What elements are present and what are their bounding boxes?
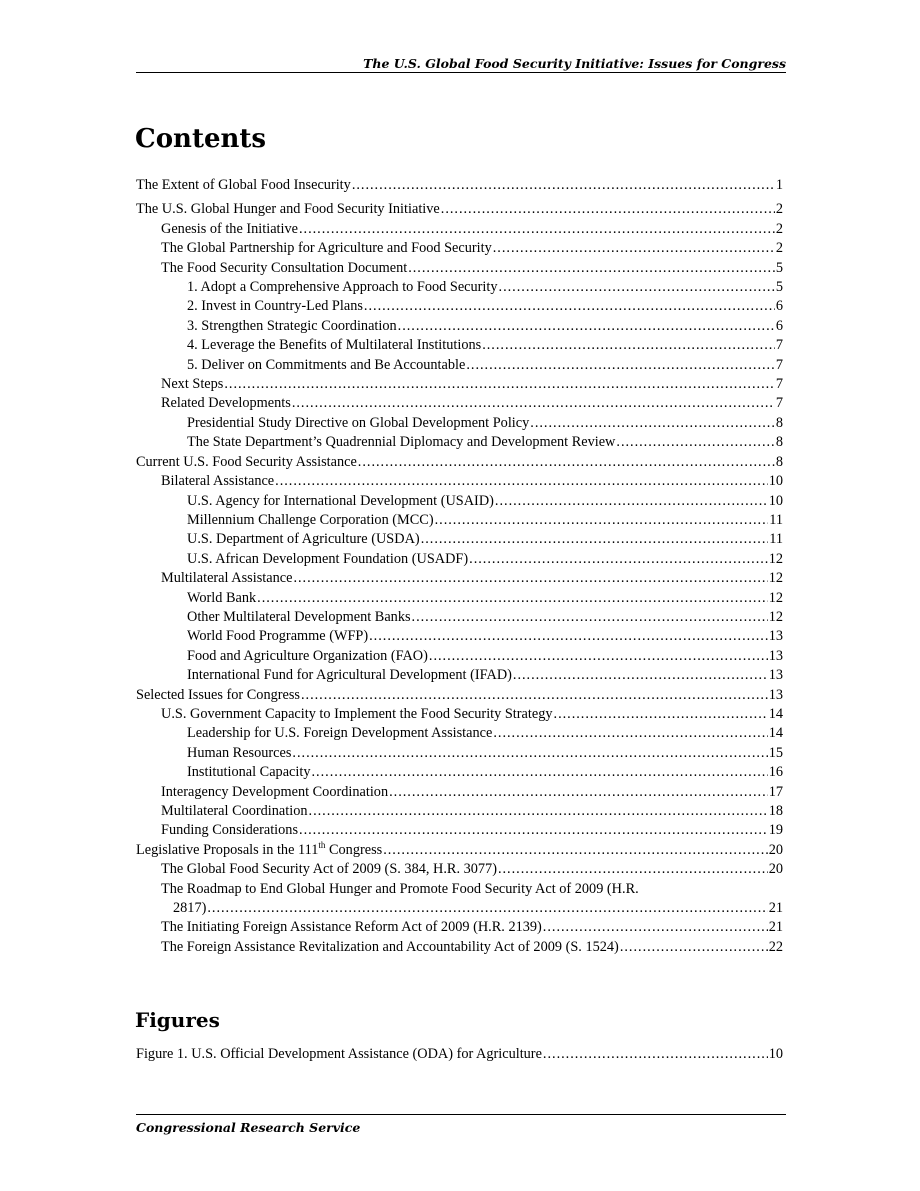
figure-entry[interactable]: [136, 1045, 783, 1064]
dot-leader: [389, 783, 768, 802]
toc-entry-title: Interagency Development Coordination: [161, 783, 389, 800]
toc-page-number: 10: [768, 473, 783, 490]
toc-page-number: 19: [768, 822, 783, 839]
dot-leader: [364, 297, 775, 316]
toc-entry-title-cont: 2817): [173, 900, 207, 917]
toc-entry-title: International Fund for Agricultural Development (IFAD): [187, 667, 512, 684]
toc-page-number: 2: [775, 201, 783, 218]
dot-leader: [441, 200, 775, 219]
dot-leader: [620, 938, 768, 957]
toc-page-number: 12: [768, 589, 783, 606]
toc-entry[interactable]: [136, 356, 783, 375]
toc-entry-title: The Roadmap to End Global Hunger and Promote Food Security Act of 2009 (H.R.: [161, 880, 639, 897]
toc-page-number: 17: [768, 783, 783, 800]
toc-page-number: 14: [768, 705, 783, 722]
toc-entry[interactable]: [136, 336, 783, 355]
dot-leader: [493, 239, 775, 258]
toc-page-number: 5: [775, 279, 783, 296]
toc-entry-title: The Initiating Foreign Assistance Reform Act of 2009 (H.R. 2139): [161, 919, 542, 936]
dot-leader: [498, 860, 768, 879]
toc-entry[interactable]: [136, 297, 783, 316]
toc-entry-title: The Foreign Assistance Revitalization and Accountability Act of 2009 (S. 1524): [161, 938, 619, 955]
toc-entry-title: Leadership for U.S. Foreign Development Assistance: [187, 725, 493, 742]
header-rule: [136, 72, 786, 73]
toc-page-number: 2: [775, 240, 783, 257]
dot-leader: [275, 472, 768, 491]
toc-page-number: 20: [768, 861, 783, 878]
dot-leader: [299, 821, 768, 840]
dot-leader: [421, 530, 769, 549]
toc-entry-title: The Extent of Global Food Insecurity: [136, 177, 351, 193]
toc-entry[interactable]: [136, 724, 783, 743]
dot-leader: [493, 724, 767, 743]
toc-entry-title: The Global Food Security Act of 2009 (S. 384, H.R. 3077): [161, 861, 497, 878]
dot-leader: [543, 918, 768, 937]
toc-entry-title: Current U.S. Food Security Assistance: [136, 453, 357, 470]
toc-entry[interactable]: [136, 433, 783, 452]
toc-page-number: 21: [768, 919, 783, 936]
toc-entry[interactable]: [136, 453, 783, 472]
toc-page-number: 7: [775, 356, 783, 373]
toc-entry[interactable]: [136, 200, 783, 219]
dot-leader: [616, 433, 774, 452]
toc-entry[interactable]: [136, 802, 783, 821]
toc-entry[interactable]: [136, 472, 783, 491]
toc-page-number: 15: [768, 744, 783, 761]
toc-entry[interactable]: [136, 783, 783, 802]
toc-entry-title: Institutional Capacity: [187, 764, 311, 781]
toc-page-number: 7: [775, 376, 783, 393]
dot-leader: [398, 317, 775, 336]
toc-page-number: 13: [768, 667, 783, 684]
toc-entry-title: Presidential Study Directive on Global Development Policy: [187, 414, 530, 431]
toc-page-number: 13: [768, 647, 783, 664]
toc-entry-title: World Food Programme (WFP): [187, 628, 369, 645]
toc-page-number: 14: [768, 725, 783, 742]
toc-entry-title: Bilateral Assistance: [161, 473, 275, 490]
toc-entry[interactable]: [136, 589, 783, 608]
toc-entry-title: U.S. Department of Agriculture (USDA): [187, 531, 420, 548]
toc-entry[interactable]: [136, 375, 783, 394]
dot-leader: [352, 176, 775, 195]
toc-page-number: 11: [769, 511, 783, 528]
toc-entry[interactable]: [136, 918, 783, 937]
dot-leader: [207, 899, 767, 918]
dot-leader: [499, 278, 775, 297]
toc-page-number: 10: [768, 492, 783, 509]
toc-entry[interactable]: [136, 860, 783, 879]
toc-entry-title: World Bank: [187, 589, 257, 606]
toc-entry-title: U.S. Agency for International Development (USAID): [187, 492, 494, 509]
toc-page-number: 8: [775, 434, 783, 451]
toc-entry[interactable]: [136, 220, 783, 239]
toc-entry-title: Multilateral Coordination: [161, 803, 308, 819]
toc-page-number: 18: [768, 803, 783, 819]
dot-leader: [309, 802, 768, 821]
dot-leader: [301, 686, 768, 705]
toc-entry-title: Human Resources: [187, 744, 292, 761]
toc-entry-title-rest: Congress: [325, 841, 383, 858]
toc-entry-title: U.S. Government Capacity to Implement the Food Security Strategy: [161, 705, 553, 722]
toc-entry[interactable]: [136, 414, 783, 433]
figures-list: [136, 1045, 783, 1064]
toc-entry[interactable]: [136, 317, 783, 336]
toc-entry[interactable]: [136, 705, 783, 724]
toc-entry-title: Selected Issues for Congress: [136, 686, 300, 703]
toc-entry[interactable]: [136, 530, 783, 549]
superscript-th: th: [318, 840, 326, 851]
toc-page-number: 22: [768, 938, 783, 955]
toc-entry-title: 1. Adopt a Comprehensive Approach to Food Security: [187, 279, 498, 296]
toc-page-number: 21: [768, 900, 783, 917]
toc-entry[interactable]: [136, 744, 783, 763]
toc-entry[interactable]: [136, 841, 783, 860]
dot-leader: [469, 550, 768, 569]
toc-entry-title: Food and Agriculture Organization (FAO): [187, 647, 428, 664]
toc-entry[interactable]: [136, 821, 783, 840]
toc-page-number: 13: [768, 628, 783, 645]
toc-page-number: 7: [775, 395, 783, 412]
toc-entry[interactable]: [136, 278, 783, 297]
toc-page-number: 1: [775, 177, 783, 193]
dot-leader: [408, 259, 775, 278]
toc-entry-title: [136, 841, 382, 860]
toc-entry-title: Millennium Challenge Corporation (MCC): [187, 511, 434, 528]
dot-leader: [412, 608, 768, 627]
figures-heading: Figures: [135, 1008, 220, 1032]
toc-entry[interactable]: [136, 647, 783, 666]
toc-entry-title: Genesis of the Initiative: [161, 220, 298, 237]
toc-entry[interactable]: [136, 511, 783, 530]
toc-entry-title: Multilateral Assistance: [161, 570, 293, 587]
toc-entry[interactable]: [136, 880, 783, 919]
toc-entry-title: U.S. African Development Foundation (USADF): [187, 550, 469, 567]
toc-entry[interactable]: [136, 627, 783, 646]
toc-page-number: 11: [769, 531, 783, 548]
toc-page-number: 12: [768, 608, 783, 625]
toc-entry-title: Other Multilateral Development Banks: [187, 608, 411, 625]
toc-page-number: 8: [775, 414, 783, 431]
dot-leader: [358, 453, 775, 472]
dot-leader: [554, 705, 768, 724]
dot-leader: [530, 414, 775, 433]
toc-entry[interactable]: [136, 686, 783, 705]
toc-entry-title: The Global Partnership for Agriculture and Food Security: [161, 240, 492, 257]
toc-page-number: 13: [768, 686, 783, 703]
toc-entry[interactable]: [136, 763, 783, 782]
toc-entry-title: The U.S. Global Hunger and Food Security Initiative: [136, 201, 440, 218]
toc-entry-title: 4. Leverage the Benefits of Multilateral Institutions: [187, 337, 482, 354]
figure-entry-title: Figure 1. U.S. Official Development Assistance (ODA) for Agriculture: [136, 1046, 542, 1062]
contents-heading: Contents: [135, 124, 267, 154]
toc-entry-title: 3. Strengthen Strategic Coordination: [187, 317, 397, 334]
toc-entry[interactable]: [136, 608, 783, 627]
dot-leader: [383, 841, 768, 860]
dot-leader: [429, 647, 768, 666]
toc-entry-title: 2. Invest in Country-Led Plans: [187, 298, 363, 315]
dot-leader: [513, 666, 768, 685]
toc-page-number: 20: [768, 841, 783, 858]
toc-page-number: 2: [775, 220, 783, 237]
toc-page-number: 6: [775, 298, 783, 315]
toc-page-number: 16: [768, 764, 783, 781]
dot-leader: [224, 375, 774, 394]
dot-leader: [257, 589, 768, 608]
toc-entry-title: Funding Considerations: [161, 822, 299, 839]
toc-page-number: 6: [775, 317, 783, 334]
figure-page-number: 10: [768, 1046, 783, 1062]
toc-entry[interactable]: [136, 492, 783, 511]
dot-leader: [495, 492, 768, 511]
toc-entry[interactable]: [136, 569, 783, 588]
toc-entry-title: Related Developments: [161, 395, 291, 412]
toc-entry[interactable]: [136, 550, 783, 569]
toc-entry-title: Next Steps: [161, 376, 224, 393]
running-header: The U.S. Global Food Security Initiative: Issues for Congress: [363, 56, 786, 71]
toc-page-number: 12: [768, 550, 783, 567]
toc-entry[interactable]: [136, 394, 783, 413]
toc-entry[interactable]: [136, 938, 783, 957]
dot-leader: [435, 511, 769, 530]
dot-leader: [293, 569, 767, 588]
toc-page-number: 12: [768, 570, 783, 587]
dot-leader: [312, 763, 768, 782]
toc-entry[interactable]: [136, 259, 783, 278]
dot-leader: [292, 394, 775, 413]
toc-entry-title: 5. Deliver on Commitments and Be Accountable: [187, 356, 466, 373]
toc-page-number: 5: [775, 259, 783, 276]
toc-entry[interactable]: [136, 239, 783, 258]
dot-leader: [292, 744, 767, 763]
toc-entry-continuation: [161, 899, 783, 918]
toc-entry[interactable]: [136, 176, 783, 195]
dot-leader: [299, 220, 775, 239]
toc-entry-title: The State Department’s Quadrennial Diplomacy and Development Review: [187, 434, 616, 451]
dot-leader: [543, 1045, 768, 1064]
dot-leader: [369, 627, 768, 646]
footer-publisher: Congressional Research Service: [136, 1120, 361, 1135]
toc-page-number: 7: [775, 337, 783, 354]
toc-entry[interactable]: [136, 666, 783, 685]
dot-leader: [482, 336, 775, 355]
toc-entry-title: The Food Security Consultation Document: [161, 259, 408, 276]
contents-list: [136, 176, 783, 957]
toc-page-number: 8: [775, 453, 783, 470]
toc-entry-title-main: Legislative Proposals in the 111: [136, 841, 319, 858]
dot-leader: [466, 356, 775, 375]
footer-rule: [136, 1114, 786, 1115]
